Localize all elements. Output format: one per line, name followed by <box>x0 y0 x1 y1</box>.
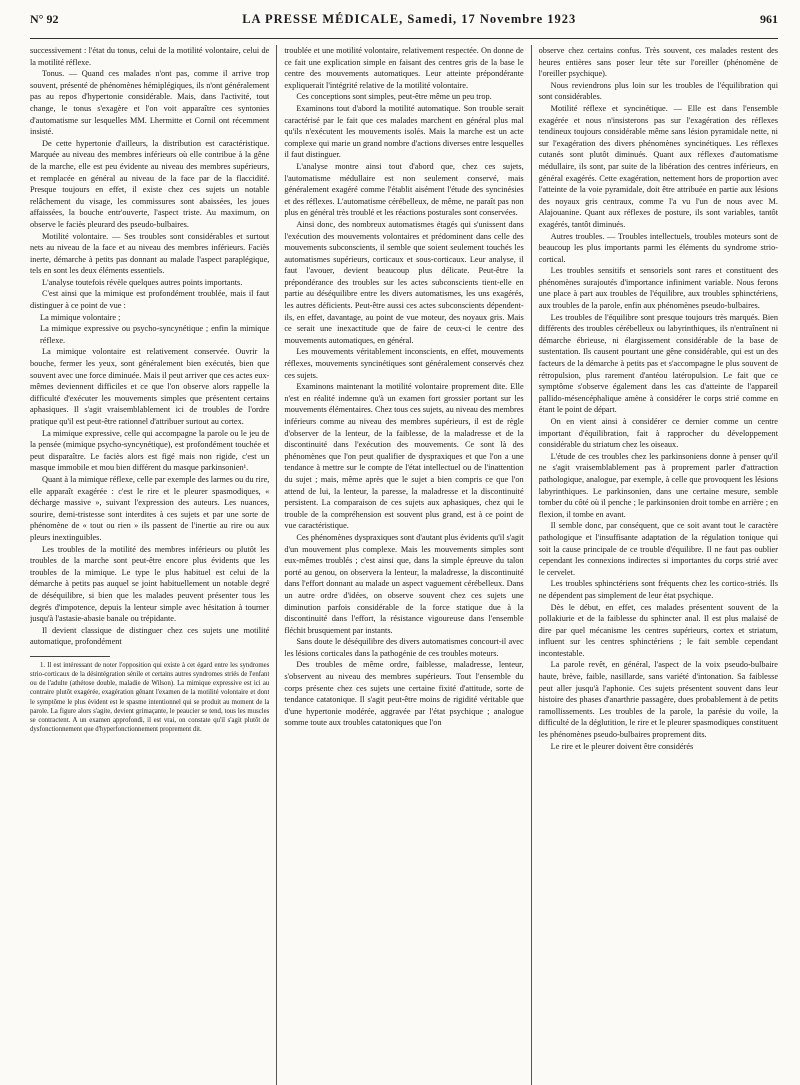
paragraph: Tonus. — Quand ces malades n'ont pas, comme il arrive trop souvent, présenté de phénomènes hémiplégiques, ils n'ont généralement pas au repos d'hypertonie considérable. Mais, dans l'activité, tout change, le tonus s'exagère et l'on voit apparaître ces syntonies d'automatisme sur lesquelles MM. Lhermitte et Cornil ont récemment insisté. <box>30 69 270 137</box>
page-number: 961 <box>759 12 778 26</box>
paragraph: On en vient ainsi à considérer ce dernier comme un centre important d'équilibration, fait à rapprocher du développement considérable du striatum chez les oiseaux. <box>538 417 778 450</box>
footnote-text: 1. Il est intéressant de noter l'opposition qui existe à cet égard entre les syndromes strio-corticaux de la désintégration sénile et certains autres syndromes striés de l'enfant ou de l'adulte (athétose double, maladie de Wilson). La mimique expressive est ici au contraire plutôt exagérée, exagération gênant l'examen de la motilité volontaire et dont le symptôme le plus évident est le spasme intentionnel qui se produit au moment de la parole. La figure alors s'agite, devient grimaçante, le peaucier se tend, tous les muscles se contractent. A un examen approfondi, il est vrai, on constate qu'il s'agit plutôt de dysfonctionnement que d'hyperfonctionnement proprement dit. <box>30 661 270 734</box>
footnote-rule <box>30 656 110 657</box>
paragraph: La mimique volontaire est relativement conservée. Ouvrir la bouche, fermer les yeux, sont généralement bien exécutés, bien que souvent avec une force diminuée. Mais il peut arriver que ces actes eux-mêmes deviennent difficiles et ce que l'on observe alors rappelle la difficulté d'exécuter les mouvements simples que présentent certains aphasiques. Il s'agit vraisemblablement ici de troubles de l'ordre pratique qu'il est peut-être rationnel d'attribuer surtout au cortex. <box>30 347 270 426</box>
paragraph: L'étude de ces troubles chez les parkinsoniens donne à penser qu'il ne s'agit vraisemblablement pas à proprement parler d'attraction pathologique, analogue, par exemple, à celle que provoquent les lésions labyrinthiques. Le parkinsonien, dans une certaine mesure, semble tomber du côté où il penche ; le parkinsonien droit tombe en arrière ; en flexion, il tombe en avant. <box>538 451 778 519</box>
paragraph: Ainsi donc, des nombreux automatismes étagés qui s'unissent dans l'exécution des mouvements volontaires et prédominent dans celle des mouvements subconscients, il semble que soient seulement touchés les automatismes supérieurs, corticaux et sous-corticaux. Leur analyse, il faut l'avouer, devient beaucoup plus délicate. Peut-être la prépondérance des troubles sur les actes subconscients tient-elle en partie au déséquilibre entre les divers automatismes, les uns exagérés, les autres déficients. Peut-être aussi ces actes subconscients dépendent-ils, en effet, davantage, au point de vue moteur, des noyaux gris. Mais ce serait une inexactitude que de faire de ceux-ci le centre des mouvements automatiques, en général. <box>284 219 524 345</box>
column-2 <box>284 45 523 1085</box>
paragraph: Des troubles de même ordre, faiblesse, maladresse, lenteur, s'observent au niveau des membres supérieurs. Tout l'ensemble du corps présente chez ces sujets une certaine fixité d'attitude, sorte de tendance catatonique. Il s'agit peut-être moins de rigidité véritable que d'une hypertonie modérée, aggravée par l'état psychique ; analogue somme toute aux troubles catatoniques que l'on <box>284 660 524 728</box>
paragraph: Quant à la mimique réflexe, celle par exemple des larmes ou du rire, elle apparaît exagérée : c'est le rire et le pleurer spasmodiques, « décharge massive », suivant l'expression des auteurs. Les nuances, sourire, demi-tristesse sont interdites à ces sujets et par une sorte de phénomène de « tout ou rien » ils passent de l'inertie au rire ou aux pleurs inextinguibles. <box>30 474 270 542</box>
list-item: La mimique expressive ou psycho-syncynétique ; enfin la mimique réflexe. <box>40 324 270 345</box>
column-1 <box>30 45 269 1085</box>
paragraph: Sans doute le déséquilibre des divers automatismes concourt-il avec les lésions corticales dans la pathogénie de ces troubles moteurs. <box>284 637 524 658</box>
paragraph: Les troubles de l'équilibre sont presque toujours très marqués. Bien différents des troubles cérébelleux ou labyrinthiques, ils n'entraînent ni démarche ébrieuse, ni élargissement considérable de la base de sustentation. Ils causent pourtant une gêne considérable, qui est un des facteurs de la démarche à petits pas et s'accompagne le plus souvent de rétropulsion, plus rarement d'antéou latéropulsion. Le fait que ce symptôme s'observe également dans les cas d'atteinte de l'appareil pallido-mésencéphalique amène à considérer le corps strié comme en étant le point de départ. <box>538 312 778 415</box>
column-3 <box>539 45 778 1085</box>
journal-title: LA PRESSE MÉDICALE, Samedi, 17 Novembre 1923 <box>242 12 577 26</box>
paragraph: Le rire et le pleurer doivent être considérés <box>550 741 694 751</box>
paragraph: Dès le début, en effet, ces malades présentent souvent de la pollakiurie et de la faiblesse du sphincter anal. Il est plus malaisé de dire par quel mécanisme les centres supérieurs, cortex et striatum, influent sur les centres sphinctériens ; le fait semble cependant incontestable. <box>538 602 778 658</box>
issue-number: N° 92 <box>30 12 59 26</box>
paragraph: De cette hypertonie d'ailleurs, la distribution est caractéristique. Marquée au niveau des membres inférieurs où elle contribue à la gêne de la marche, elle est peu évidente au niveau des membres supérieurs, et remplacée en général au niveau de la face par de la flaccidité. Presque toujours en effet, il existe chez ces sujets un notable relâchement du visage, les commissures sont abaissées, les joues affaissées, la bouche entr'ouverte, l'aspect triste. Au maximum, on observe le faciès pleurard des pseudo-bulbaires. <box>30 138 270 229</box>
paragraph: Il devient classique de distinguer chez ces sujets une motilité automatique, profondément <box>30 625 270 647</box>
paragraph: Motilité réflexe et syncinétique. — Elle est dans l'ensemble exagérée et nous n'insisterons pas sur l'exagération des réflexes tendineux toujours considérable même sans lésion pyramidale nette, ni sur l'exagération des divers phénomènes syncinétiques. Les réflexes cutanés sont plutôt diminués. Quant aux réflexes d'automatisme médullaire, ils sont, par suite de la libération des centres inférieurs, en général exagérés. Cette exagération, nettement hors de proportion avec l'atteinte de la voie pyramidale, doit être attribuée en partie aux lésions des noyaux gris centraux, comme l'a vu l'un de nous avec M. Alajouanine. Quant aux réflexes de posture, ils sont variables, tantôt exagérés, tantôt diminués. <box>538 103 778 229</box>
paragraph: La mimique expressive, celle qui accompagne la parole ou le jeu de la pensée (mimique psycho-syncynétique), est profondément touchée et peut disparaître. Le faciès alors est figé mais non rigide, c'est un masque immobile et mou bien différent du masque parkinsonien¹. <box>30 428 270 473</box>
paragraph: Motilité volontaire. — Ses troubles sont considérables et surtout nets au niveau de la face et au niveau des membres inférieurs. Faciès inerte, démarche à petits pas donnant au malade l'aspect paraplégique, tels en sont les deux éléments essentiels. <box>30 231 270 276</box>
header-rule <box>30 38 778 39</box>
paragraph: Les troubles de la motilité des membres inférieurs ou plutôt les troubles de la marche sont peut-être encore plus évidents que les troubles de la mimique. Le type le plus habituel est celui de la démarche à petits pas auquel se joint habituellement un notable degré de déséquilibre, si bien que les malades peuvent présenter tous les degrés d'impotence, depuis la lenteur simple avec hésitation à tourner jusqu'à l'astasie-abasie banale ou trépidante. <box>30 544 270 624</box>
paragraph: L'analyse toutefois révèle quelques autres points importants. <box>42 277 243 287</box>
paragraph: Il semble donc, par conséquent, que ce soit avant tout le caractère pathologique et l'insuffisante adaptation de la régulation tonique qui soit la cause principale de ce trouble d'équilibre. Il ne faut pas oublier cependant les connexions indirectes si importantes du corps strié avec le cervelet. <box>538 521 778 577</box>
paragraph: Les troubles sensitifs et sensoriels sont rares et constituent des phénomènes surajoutés d'importance infiniment variable. Nous ferons une place à part aux troubles de l'équilibre, aux troubles sphinctériens, aux troubles de la parole, enfin aux phénomènes pseudo-bulbaires. <box>538 266 778 311</box>
column-divider <box>276 45 277 1085</box>
column-divider <box>531 45 532 1085</box>
paragraph: successivement : l'état du tonus, celui de la motilité volontaire, celui de la motilité réflexe. <box>30 46 270 67</box>
paragraph: Examinons maintenant la motilité volontaire proprement dite. Elle n'est en réalité indemne qu'à un examen fort grossier portant sur les mouvements élémentaires. Chez tous ces sujets, au niveau des membres inférieurs comme au niveau des membres supérieurs, il est de règle d'observer de la lenteur, de la faiblesse, de la maladresse et de la discontinuité dans l'exécution des mouvements. Ce sont là des phénomènes que l'on peut qualifier de dyspraxiques et que l'on a une tendance à mettre sur le compte de l'état intellectuel ou de l'inattention du sujet ; mais, même après que le sujet a bien compris ce que l'on attend de lui, la lenteur, la paresse, la maladresse et la discontinuité persistent. La comparaison de ces sujets aux aphasiques, chez qui le trouble de la compréhension est souvent plus grand, est à ce point de vue caractéristique. <box>284 382 524 531</box>
paragraph: Autres troubles. — Troubles intellectuels, troubles moteurs sont de beaucoup les plus importants parmi les éléments du syndrome strio-cortical. <box>538 231 778 264</box>
paragraph: Les mouvements véritablement inconscients, en effet, mouvements réflexes, mouvements syncinétiques sont généralement conservés chez ces sujets. <box>284 347 524 380</box>
text-columns <box>30 45 778 1085</box>
paragraph: Ces phénomènes dyspraxiques sont d'autant plus évidents qu'il s'agit d'un mouvement plus complexe. Mais les mouvements simples sont eux-mêmes troublés ; c'est ainsi que, dans la simple épreuve du talon porté au genou, on observera la lenteur, la maladresse, la discontinuité dans l'effort donnant au malade un aspect vaguement cérébelleux. Dans un autre ordre d'idées, on observe souvent chez ces sujets une diminution parfois considérable de la force statique due à la discontinuité dans l'effort, la résistance vigoureuse dans l'ensemble fléchit brusquement par instants. <box>284 532 524 635</box>
page-header <box>30 12 778 34</box>
paragraph: troublée et une motilité volontaire, relativement respectée. On donne de ce fait une explication simple en faisant des centres gris de la base le centre des mouvements automatiques. Leur atteinte prépondérante expliquerait l'intégrité relative de la motilité volontaire. <box>284 46 524 90</box>
paragraph: C'est ainsi que la mimique est profondément troublée, mais il faut distinguer à ce point de vue : <box>30 289 270 311</box>
footnote <box>30 661 269 735</box>
paragraph: observe chez certains confus. Très souvent, ces malades restent des heures entières sans poser leur tête sur l'oreiller (phénomène de l'oreiller psychique). <box>538 46 778 79</box>
paragraph: Examinons tout d'abord la motilité automatique. Son trouble serait caractérisé par le fait que ces malades marchent en général plus mal qu'ils n'exécutent les mouvements isolés. Mais la marche est un acte complexe qui marie un grand nombre d'actions diverses entre lesquelles il faut distinguer. <box>284 103 524 160</box>
paragraph: Nous reviendrons plus loin sur les troubles de l'équilibration qui sont considérables. <box>538 80 778 102</box>
paragraph: Ces conceptions sont simples, peut-être même un peu trop. <box>296 92 492 102</box>
paragraph: La parole revêt, en général, l'aspect de la voix pseudo-bulbaire haute, brève, faible, nasillarde, sans variété d'intonation. Sa faiblesse peut aller jusqu'à l'aphonie. Ces sujets présentent souvent dans leur histoire des phases d'anarthrie passagère, dues probablement à de petits ramollissements. Les troubles de la parole, la parésie du voile, la difficulté de la déglutition, le rire et le pleurer spasmodiques constituent les phénomènes pseudo-bulbaires proprement dits. <box>538 660 778 740</box>
paragraph: Les troubles sphinctériens sont fréquents chez les cortico-striés. Ils ne dépendent pas simplement de leur état psychique. <box>538 579 778 600</box>
list-item: La mimique volontaire ; <box>40 312 121 322</box>
paragraph: L'analyse montre ainsi tout d'abord que, chez ces sujets, l'automatisme médullaire est non seulement conservé, mais généralement exagéré comme l'établit aisément l'étude des syncinésies et des réflexes. L'automatisme cérébelleux, de même, ne paraît pas non plus en général très troublé et les réactions posturales sont conservées. <box>284 161 524 218</box>
